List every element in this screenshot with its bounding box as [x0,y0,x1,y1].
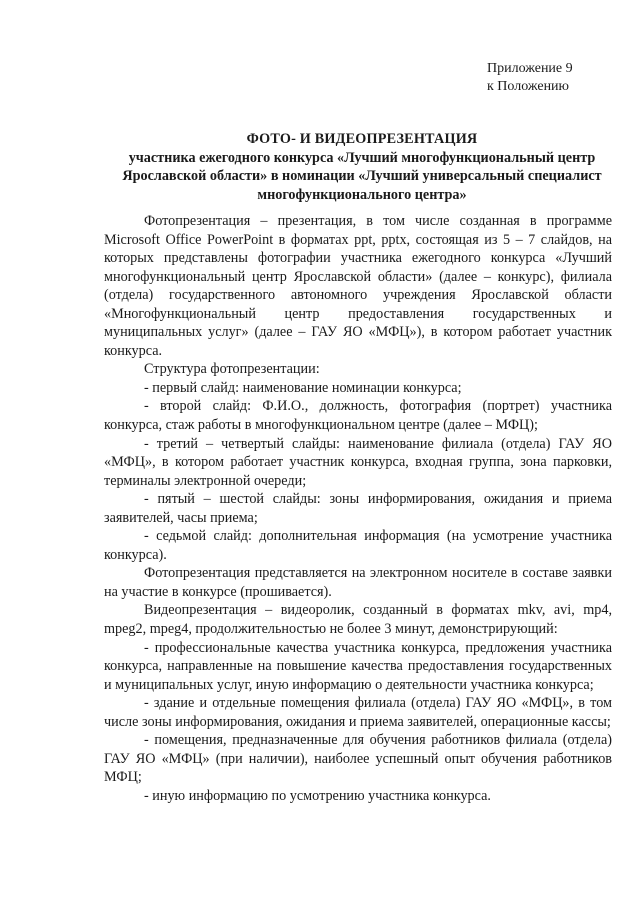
title-main: ФОТО- И ВИДЕОПРЕЗЕНТАЦИЯ [246,131,478,147]
list-item-slide-2: - второй слайд: Ф.И.О., должность, фотография (портрет) участника конкурса, стаж работы в многофункциональном центре (далее – МФЦ); [104,398,612,434]
list-item-slide-7: - седьмой слайд: дополнительная информация (на усмотрение участника конкурса). [104,528,612,563]
annex-number: Приложение 9 [487,61,573,76]
list-item-slides-3-4: - третий – четвертый слайды: наименование филиала (отдела) ГАУ ЯО «МФЦ», в котором работает участник конкурса, входная группа, зона парковки, терминалы электронной очереди; [104,435,612,489]
list-item-video-other: - иную информацию по усмотрению участника конкурса. [144,787,491,804]
annex-regulation-ref: к Положению [487,79,570,94]
list-item-slides-5-6: - пятый – шестой слайды: зоны информирования, ожидания и приема заявителей, часы приема; [104,491,612,526]
document-body [104,212,612,806]
list-item-video-training-rooms: - помещения, предназначенные для обучения работников филиала (отдела) ГАУ ЯО «МФЦ» (при наличии), наиболее успешный опыт обучения работников МФЦ; [104,732,612,786]
list-item-slide-1: - первый слайд: наименование номинации конкурса; [144,379,462,396]
document-title [104,130,620,204]
paragraph-structure-heading: Структура фотопрезентации: [144,361,320,378]
annex-reference [487,60,573,96]
paragraph-photo-definition: Фотопрезентация – презентация, в том числе созданная в программе Microsoft Office PowerPoint в форматах ppt, pptx, состоящая из 5 – 7 слайдов, на которых представлены фотографии участника ежегодного конкурса «Лучший многофункциональный центр Ярославской области» (далее – конкурс), филиала (отдела) государственного автономного учреждения Ярославской области «Многофункциональный центр предоставления государственных и муниципальных услуг» (далее – ГАУ ЯО «МФЦ»), в котором работает участник конкурса. [104,213,612,359]
title-subtitle: участника ежегодного конкурса «Лучший многофункциональный центр Ярославской области» в номинации «Лучший универсальный специалист многофункционального центра» [122,149,602,203]
paragraph-video-definition: Видеопрезентация – видеоролик, созданный в форматах mkv, avi, mp4, mpeg2, mpeg4, продолжительностью не более 3 минут, демонстрирующий: [104,602,612,638]
paragraph-photo-submission: Фотопрезентация представляется на электронном носителе в составе заявки на участие в конкурсе (прошивается). [104,565,612,600]
list-item-video-building: - здание и отдельные помещения филиала (отдела) ГАУ ЯО «МФЦ», в том числе зоны информирования, ожидания и приема заявителей, операционные кассы; [104,695,612,730]
list-item-video-qualities: - профессиональные качества участника конкурса, предложения участника конкурса, направленные на повышение качества предоставления государственных и муниципальных услуг, иную информацию о деятельности участника конкурса; [104,639,612,693]
